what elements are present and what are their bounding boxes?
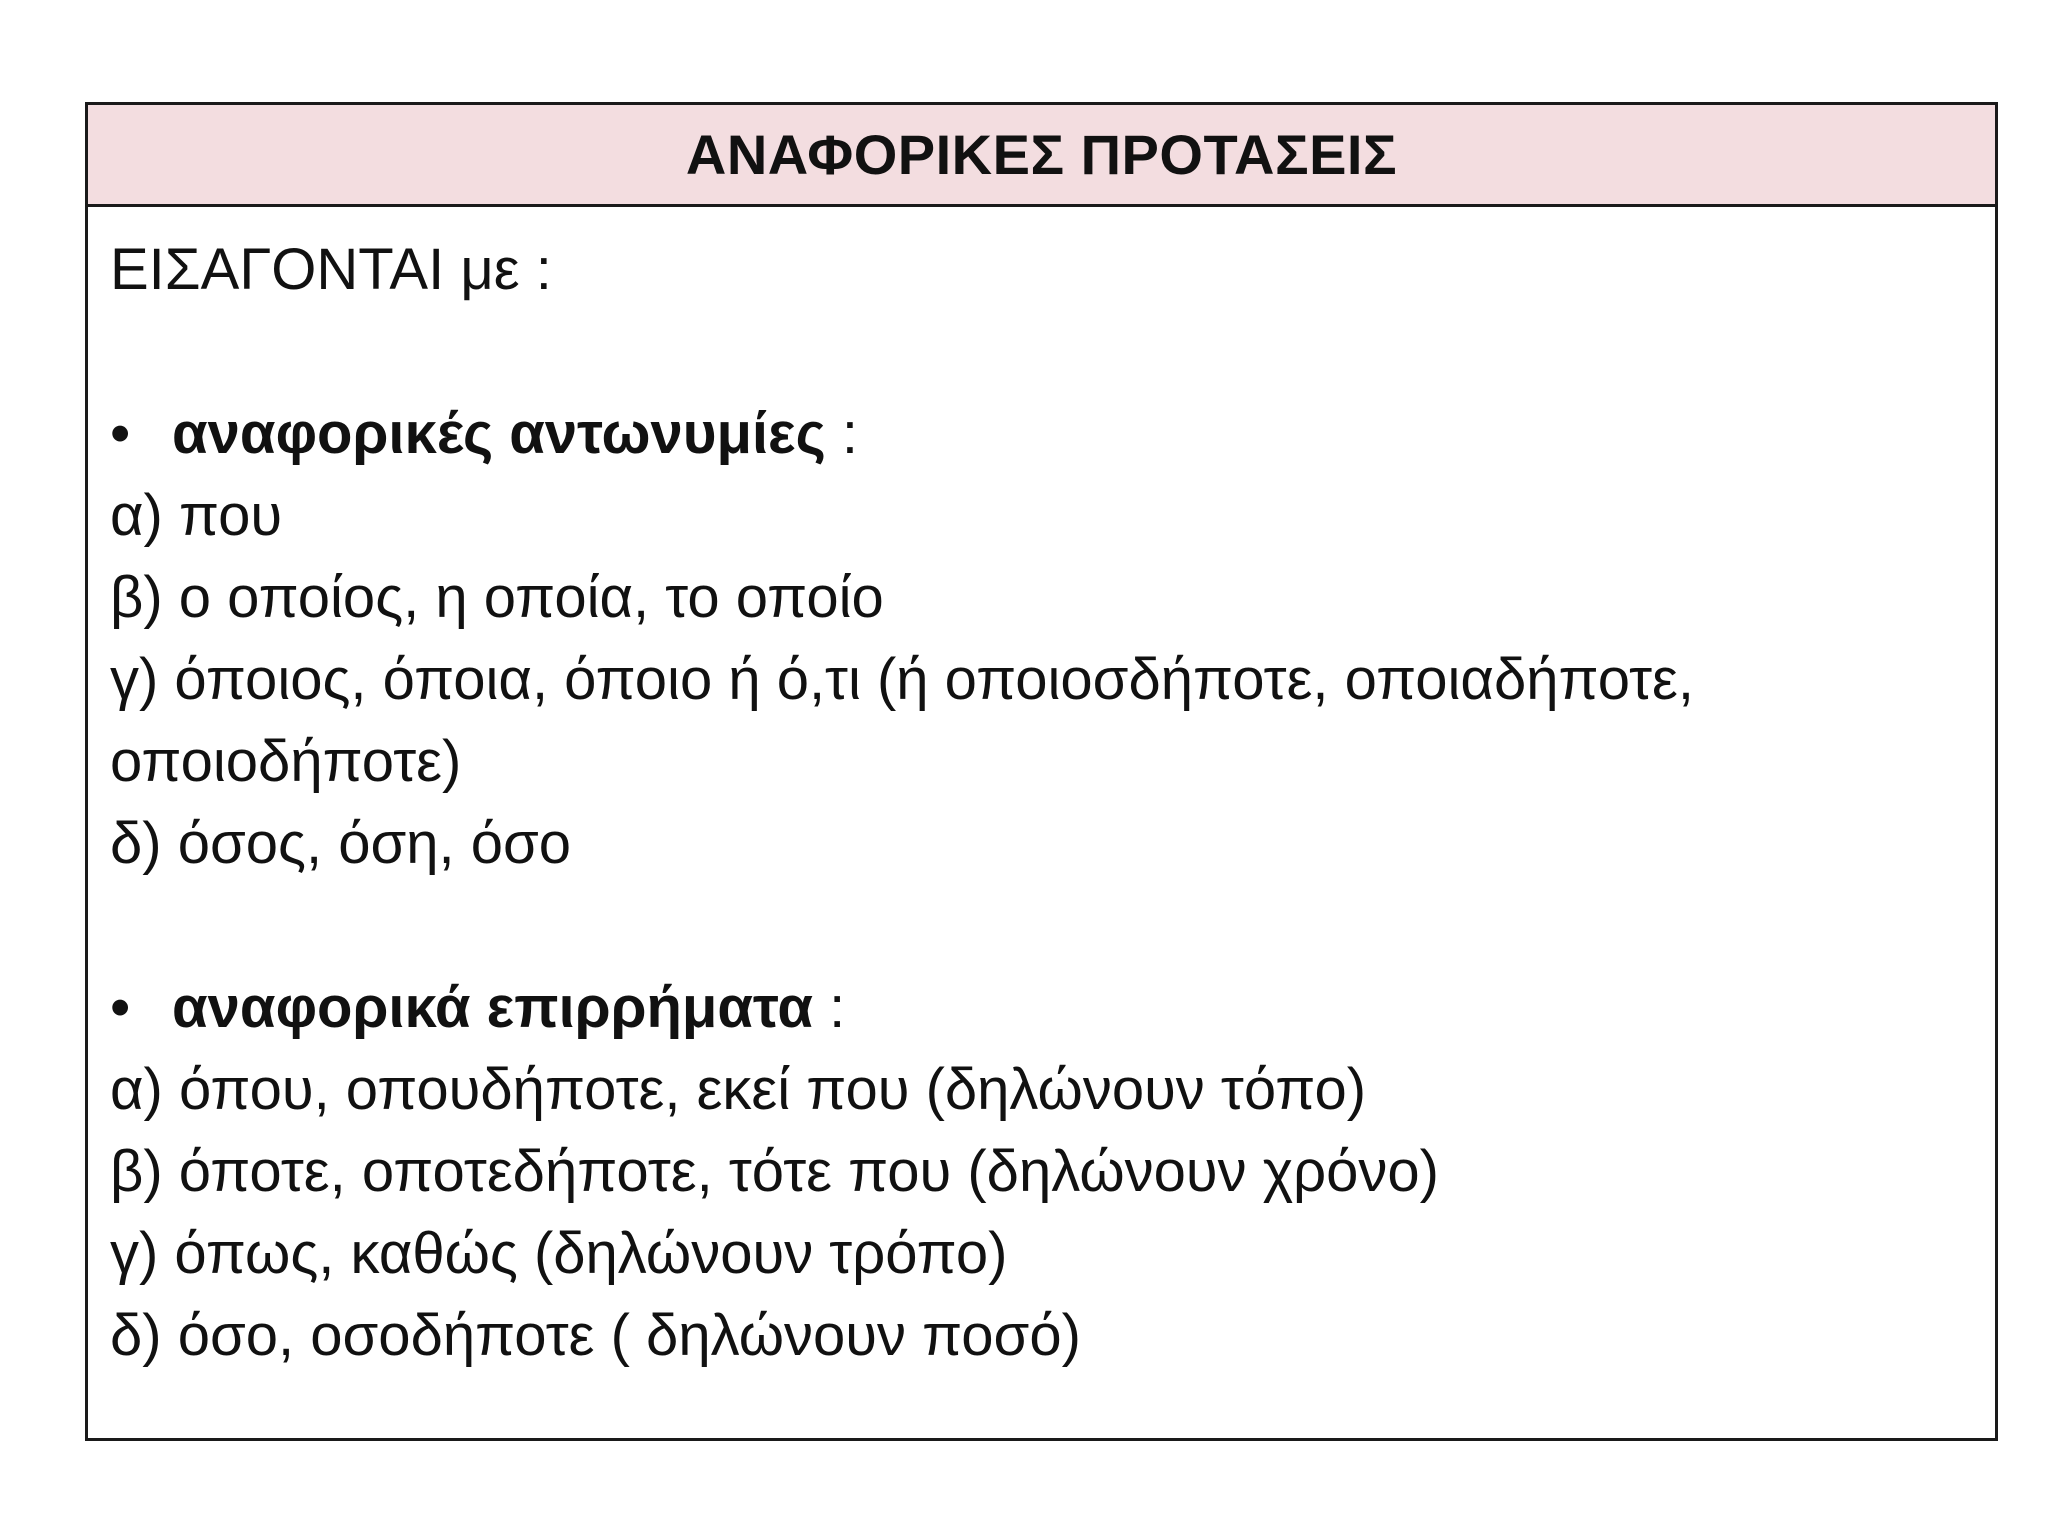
list-item: οποιοδήποτε): [110, 729, 462, 794]
list-item: β) όποτε, οποτεδήποτε, τότε που (δηλώνουν χρόνο): [110, 1139, 1439, 1204]
section-heading-label: αναφορικά επιρρήματα: [172, 975, 813, 1040]
section-heading-label: αναφορικές αντωνυμίες: [172, 401, 826, 466]
table-body: [88, 207, 1995, 1377]
bullet-icon: •: [110, 975, 131, 1040]
section-heading-suffix: :: [825, 401, 858, 466]
list-item: γ) όπως, καθώς (δηλώνουν τρόπο): [110, 1221, 1008, 1286]
list-item: δ) όσος, όση, όσο: [110, 811, 572, 876]
list-item: α) όπου, οπουδήποτε, εκεί που (δηλώνουν τόπο): [110, 1057, 1367, 1122]
section-heading-adverbs: [110, 967, 1995, 1049]
list-item: β) ο οποίος, η οποία, το οποίο: [110, 565, 884, 630]
list-item: γ) όποιος, όποια, όποιο ή ό,τι (ή οποιοσδήποτε, οποιαδήποτε,: [110, 647, 1695, 712]
bullet-icon: •: [110, 401, 131, 466]
intro-text: ΕΙΣΑΓΟΝΤΑΙ με :: [110, 237, 552, 302]
list-item: δ) όσο, οσοδήποτε ( δηλώνουν ποσό): [110, 1303, 1081, 1368]
content-table: [85, 102, 1998, 1441]
spacer: [110, 311, 1995, 393]
section-heading-suffix: :: [812, 975, 846, 1040]
section-heading-pronouns: [110, 393, 1995, 475]
list-item: α) που: [110, 483, 283, 548]
table-header: [88, 105, 1995, 207]
spacer: [110, 885, 1995, 967]
page-title: ΑΝΑΦΟΡΙΚΕΣ ΠΡΟΤΑΣΕΙΣ: [685, 123, 1398, 186]
